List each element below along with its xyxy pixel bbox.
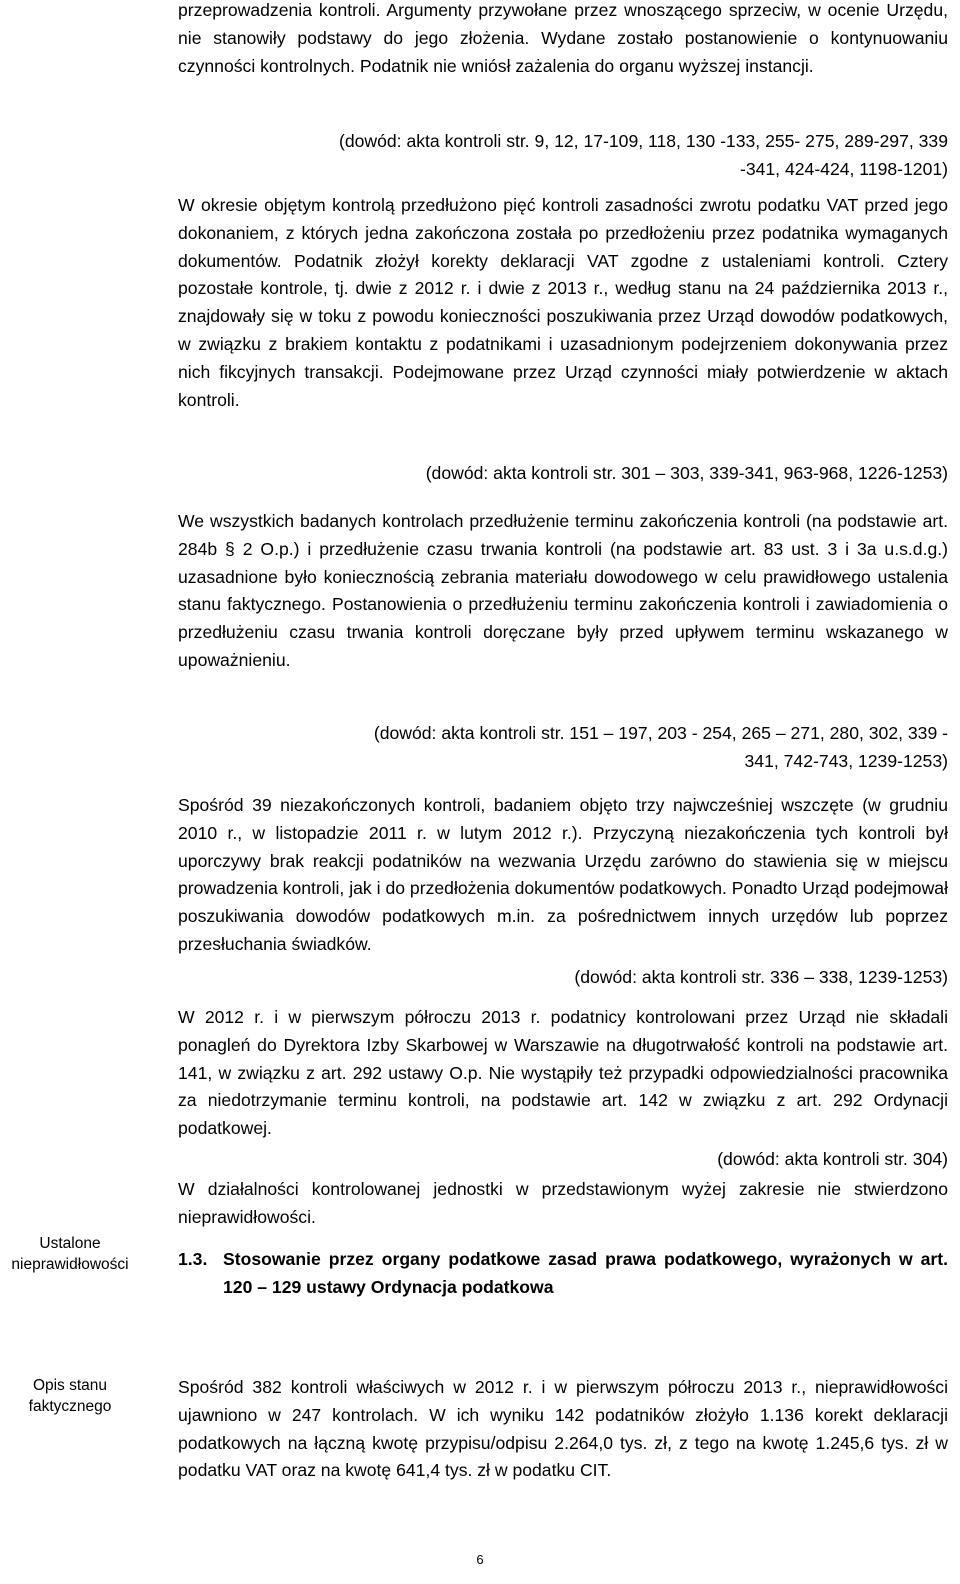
section-title: Stosowanie przez organy podatkowe zasad prawa podatkowego, wyrażonych w art. 120 – 129 ustawy Ordynacja podatkowa [223, 1249, 948, 1297]
citation-2: (dowód: akta kontroli str. 151 – 197, 203 - 254, 265 – 271, 280, 302, 339 - 341, 742-743, 1239-1253) [373, 723, 948, 771]
side-label-ustalone: Ustalone nieprawidłowości [11, 1235, 129, 1273]
citation-4: (dowód: akta kontroli str. 304) [717, 1149, 948, 1169]
citation-1: (dowód: akta kontroli str. 301 – 303, 339-341, 963-968, 1226-1253) [425, 463, 948, 483]
paragraph-2: We wszystkich badanych kontrolach przedłużenie terminu zakończenia kontroli (na podstawie art. 284b § 2 O.p.) i przedłużenie czasu trwania kontroli (na podstawie art. 83 ust. 3 i 3a u.s.d.g.) uzasadnione było koniecznością zebrania materiału dowodowego w celu prawidłowego ustalenia stanu faktycznego. Postanowienia o przedłużeniu terminu zakończenia kontroli i zawiadomienia o przedłużeniu czasu trwania kontroli doręczane były przed upływem terminu wskazanego w upoważnieniu. [178, 511, 948, 670]
paragraph-6: Spośród 382 kontroli właściwych w 2012 r. i w pierwszym półroczu 2013 r., nieprawidłowości ujawniono w 247 kontrolach. W ich wyniku 142 podatników złożyło 1.136 korekt deklaracji podatkowych na łączną kwotę przypisu/odpisu 2.264,0 tys. zł, z tego na kwotę 1.245,6 tys. zł w podatku VAT oraz na kwotę 641,4 tys. zł w podatku CIT. [178, 1377, 948, 1481]
section-heading [178, 1246, 948, 1302]
page-number: 6 [476, 1552, 484, 1567]
paragraph-0: przeprowadzenia kontroli. Argumenty przywołane przez wnoszącego sprzeciw, w ocenie Urzędu, nie stanowiły podstawy do jego złożenia. Wydane zostało postanowienie o kontynuowaniu czynności kontrolnych. Podatnik nie wniósł zażalenia do organu wyższej instancji. [178, 0, 948, 76]
paragraph-1: W okresie objętym kontrolą przedłużono pięć kontroli zasadności zwrotu podatku VAT przed jego dokonaniem, z których jedna zakończona została po przedłożeniu przez podatnika wymaganych dokumentów. Podatnik złożył korekty deklaracji VAT zgodne z ustaleniami kontroli. Cztery pozostałe kontrole, tj. dwie z 2012 r. i dwie z 2013 r., według stanu na 24 października 2013 r., znajdowały się w toku z powodu konieczności poszukiwania przez Urząd dowodów podatkowych, w związku z brakiem kontaktu z podatnikami i uzasadnionym podejrzeniem dokonywania przez nich fikcyjnych transakcji. Podejmowane przez Urząd czynności miały potwierdzenie w aktach kontroli. [178, 195, 948, 410]
paragraph-4: W 2012 r. i w pierwszym półroczu 2013 r. podatnicy kontrolowani przez Urząd nie składali ponagleń do Dyrektora Izby Skarbowej w Warszawie na długotrwałość kontroli na podstawie art. 141, w związku z art. 292 ustawy O.p. Nie wystąpiły też przypadki odpowiedzialności pracownika za niedotrzymanie terminu kontroli, na podstawie art. 142 w związku z art. 292 Ordynacji podatkowej. [178, 1007, 948, 1139]
section-number: 1.3. [178, 1249, 208, 1269]
side-label-opis: Opis stanu faktycznego [28, 1377, 112, 1415]
citation-3: (dowód: akta kontroli str. 336 – 338, 1239-1253) [574, 967, 948, 987]
citation-0: (dowód: akta kontroli str. 9, 12, 17-109, 118, 130 -133, 255- 275, 289-297, 339 -341, 424-424, 1198-1201) [338, 131, 948, 179]
paragraph-5: W działalności kontrolowanej jednostki w przedstawionym wyżej zakresie nie stwierdzono nieprawidłowości. [178, 1179, 948, 1227]
paragraph-3: Spośród 39 niezakończonych kontroli, badaniem objęto trzy najwcześniej wszczęte (w grudniu 2010 r., w listopadzie 2011 r. w lutym 2012 r.). Przyczyną niezakończenia tych kontroli był uporczywy brak reakcji podatników na wezwania Urzędu zarówno do stawienia się w miejscu prowadzenia kontroli, jak i do przedłożenia dokumentów podatkowych. Ponadto Urząd podejmował poszukiwania dowodów podatkowych m.in. za pośrednictwem innych urzędów lub poprzez przesłuchania świadków. [178, 795, 948, 954]
